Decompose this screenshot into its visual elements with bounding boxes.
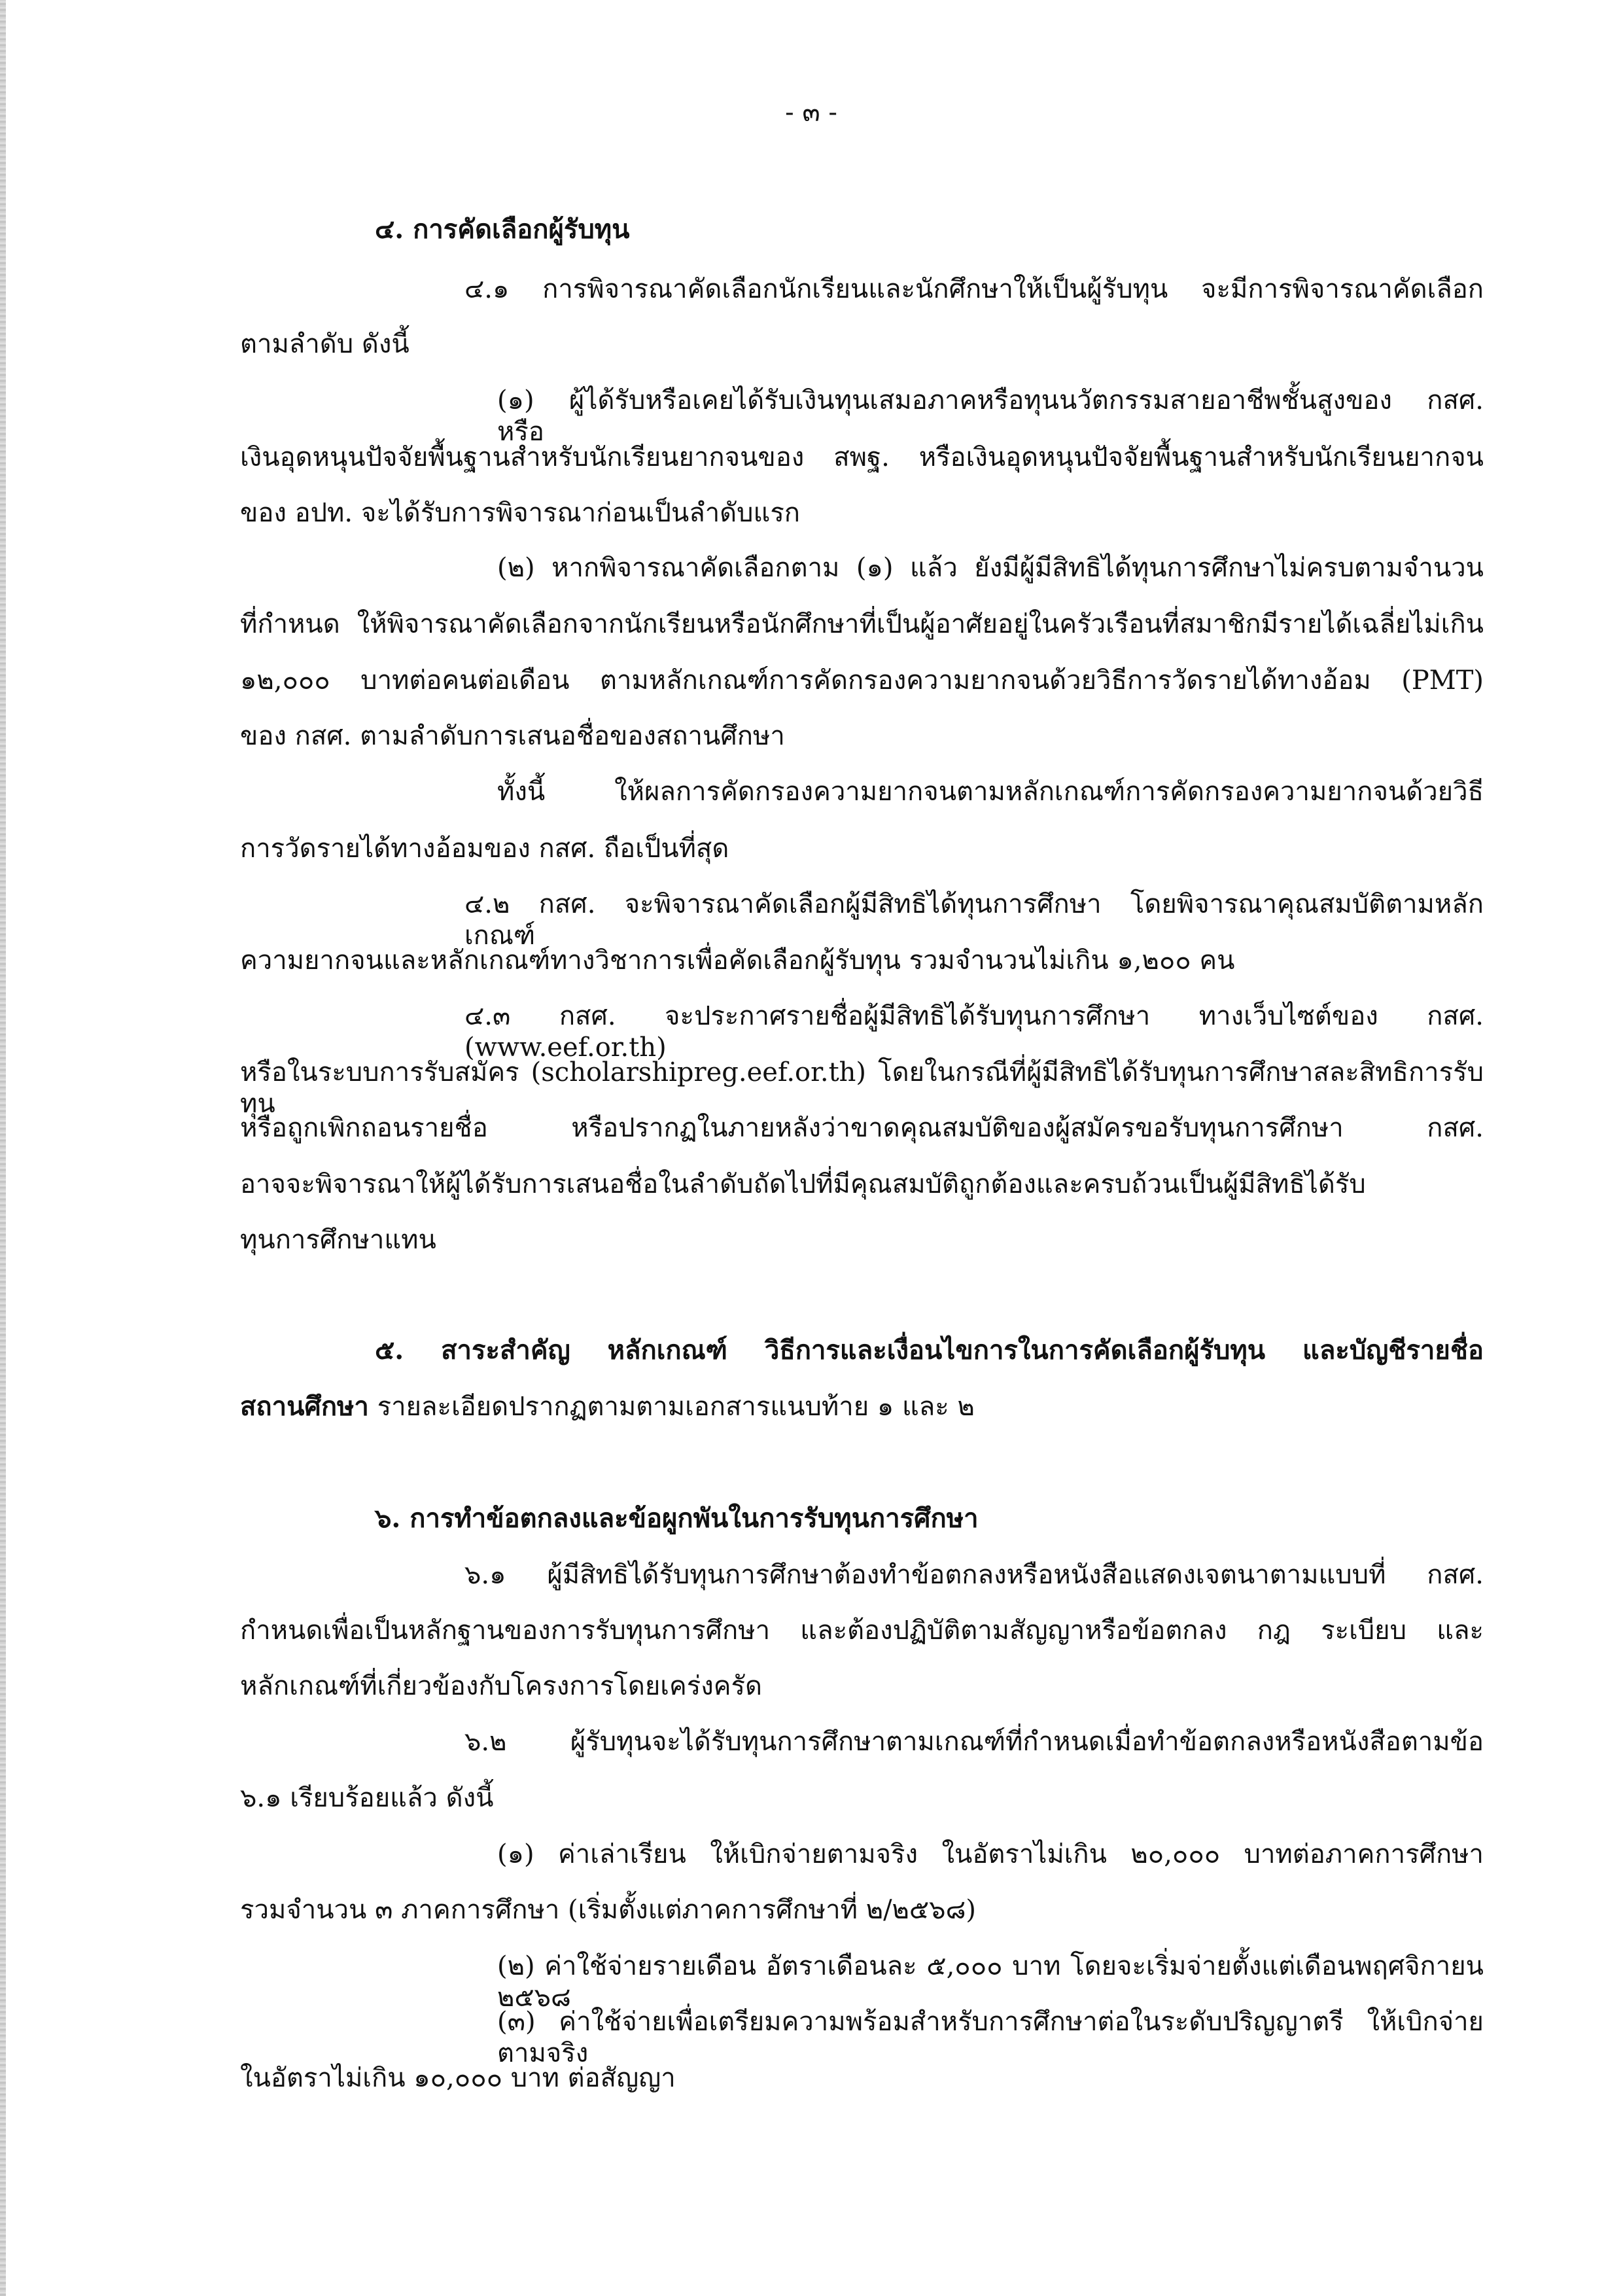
paragraph-4-1-line-2: ตามลำดับ ดังนี้ [240,329,410,359]
paragraph-4-2-line-2: ความยากจนและหลักเกณฑ์ทางวิชาการเพื่อคัดเลือกผู้รับทุน รวมจำนวนไม่เกิน ๑,๒๐๐ คน [240,945,1235,976]
note-line-1: ทั้งนี้ ให้ผลการคัดกรองความยากจนตามหลักเกณฑ์การคัดกรองความยากจนด้วยวิธี [497,777,1484,807]
item-4-1-1-line-1: (๑) ผู้ได้รับหรือเคยได้รับเงินทุนเสมอภาคหรือทุนนวัตกรรมสายอาชีพชั้นสูงของ กสศ. หรือ [497,385,1484,447]
section-5-line-2 [240,1391,975,1422]
item-6-2-1-line-2: รวมจำนวน ๓ ภาคการศึกษา (เริ่มตั้งแต่ภาคการศึกษาที่ ๒/๒๕๖๘) [240,1895,977,1925]
section-5-bold-term: สถานศึกษา [240,1391,369,1422]
item-4-1-1-line-3: ของ อปท. จะได้รับการพิจารณาก่อนเป็นลำดับแรก [240,498,801,528]
paragraph-4-3-line-5: ทุนการศึกษาแทน [240,1225,436,1255]
scan-edge [0,0,6,2296]
item-4-1-2-line-1: (๒) หากพิจารณาคัดเลือกตาม (๑) แล้ว ยังมีผู้มีสิทธิได้ทุนการศึกษาไม่ครบตามจำนวน [497,553,1484,583]
item-4-1-2-line-2: ที่กำหนด ให้พิจารณาคัดเลือกจากนักเรียนหรือนักศึกษาที่เป็นผู้อาศัยอยู่ในครัวเรือนที่สมาชิกมีรายได้เฉลี่ยไม่เกิน [240,609,1484,639]
item-4-1-2-line-4: ของ กสศ. ตามลำดับการเสนอชื่อของสถานศึกษา [240,721,785,751]
section-4-heading: ๔. การคัดเลือกผู้รับทุน [375,214,630,245]
paragraph-6-1-line-3: หลักเกณฑ์ที่เกี่ยวข้องกับโครงการโดยเคร่งครัด [240,1671,762,1701]
note-line-2: การวัดรายได้ทางอ้อมของ กสศ. ถือเป็นที่สุด [240,834,729,864]
paragraph-4-3-line-2: หรือในระบบการรับสมัคร (scholarshipreg.eef.or.th) โดยในกรณีที่ผู้มีสิทธิได้รับทุนการศึกษาสละสิทธิการรับทุน [240,1057,1484,1119]
section-6-heading: ๖. การทำข้อตกลงและข้อผูกพันในการรับทุนการศึกษา [375,1503,979,1534]
paragraph-4-3-line-3: หรือถูกเพิกถอนรายชื่อ หรือปรากฏในภายหลังว่าขาดคุณสมบัติของผู้สมัครขอรับทุนการศึกษา กสศ. [240,1113,1484,1143]
paragraph-6-2-line-1: ๖.๒ ผู้รับทุนจะได้รับทุนการศึกษาตามเกณฑ์ที่กำหนดเมื่อทำข้อตกลงหรือหนังสือตามข้อ [464,1727,1484,1757]
paragraph-4-2-line-1: ๔.๒ กสศ. จะพิจารณาคัดเลือกผู้มีสิทธิได้ทุนการศึกษา โดยพิจารณาคุณสมบัติตามหลักเกณฑ์ [464,889,1484,951]
paragraph-6-1-line-1: ๖.๑ ผู้มีสิทธิได้รับทุนการศึกษาต้องทำข้อตกลงหรือหนังสือแสดงเจตนาตามแบบที่ กสศ. [464,1560,1484,1590]
paragraph-6-2-line-2: ๖.๑ เรียบร้อยแล้ว ดังนี้ [240,1783,494,1813]
item-6-2-3-line-1: (๓) ค่าใช้จ่ายเพื่อเตรียมความพร้อมสำหรับการศึกษาต่อในระดับปริญญาตรี ให้เบิกจ่ายตามจริง [497,2007,1484,2068]
item-4-1-1-line-2: เงินอุดหนุนปัจจัยพื้นฐานสำหรับนักเรียนยากจนของ สพฐ. หรือเงินอุดหนุนปัจจัยพื้นฐานสำหรับนักเรียนยากจน [240,442,1484,472]
paragraph-4-1-line-1: ๔.๑ การพิจารณาคัดเลือกนักเรียนและนักศึกษาให้เป็นผู้รับทุน จะมีการพิจารณาคัดเลือก [464,274,1484,304]
paragraph-4-3-line-4: อาจจะพิจารณาให้ผู้ได้รับการเสนอชื่อในลำดับถัดไปที่มีคุณสมบัติถูกต้องและครบถ้วนเป็นผู้มีสิทธิได้รับ [240,1169,1366,1199]
item-6-2-1-line-1: (๑) ค่าเล่าเรียน ให้เบิกจ่ายตามจริง ในอัตราไม่เกิน ๒๐,๐๐๐ บาทต่อภาคการศึกษา [497,1839,1484,1869]
section-5-line-1: ๕. สาระสำคัญ หลักเกณฑ์ วิธีการและเงื่อนไขการในการคัดเลือกผู้รับทุน และบัญชีรายชื่อ [375,1335,1484,1366]
item-4-1-2-line-3: ๑๒,๐๐๐ บาทต่อคนต่อเดือน ตามหลักเกณฑ์การคัดกรองความยากจนด้วยวิธีการวัดรายได้ทางอ้อม (PMT) [240,665,1484,696]
section-5-rest: รายละเอียดปรากฏตามตามเอกสารแนบท้าย ๑ และ ๒ [368,1392,975,1422]
item-6-2-3-line-2: ในอัตราไม่เกิน ๑๐,๐๐๐ บาท ต่อสัญญา [240,2063,676,2093]
item-6-2-2-line-1: (๒) ค่าใช้จ่ายรายเดือน อัตราเดือนละ ๕,๐๐๐ บาท โดยจะเริ่มจ่ายตั้งแต่เดือนพฤศจิกายน ๒๕๖๘ [497,1951,1484,2013]
page-number: - ๓ - [785,97,837,128]
paragraph-4-3-line-1: ๔.๓ กสศ. จะประกาศรายชื่อผู้มีสิทธิได้รับทุนการศึกษา ทางเว็บไซต์ของ กสศ. (www.eef.or.th) [464,1001,1484,1063]
paragraph-6-1-line-2: กำหนดเพื่อเป็นหลักฐานของการรับทุนการศึกษา และต้องปฏิบัติตามสัญญาหรือข้อตกลง กฎ ระเบียบ และ [240,1616,1484,1646]
